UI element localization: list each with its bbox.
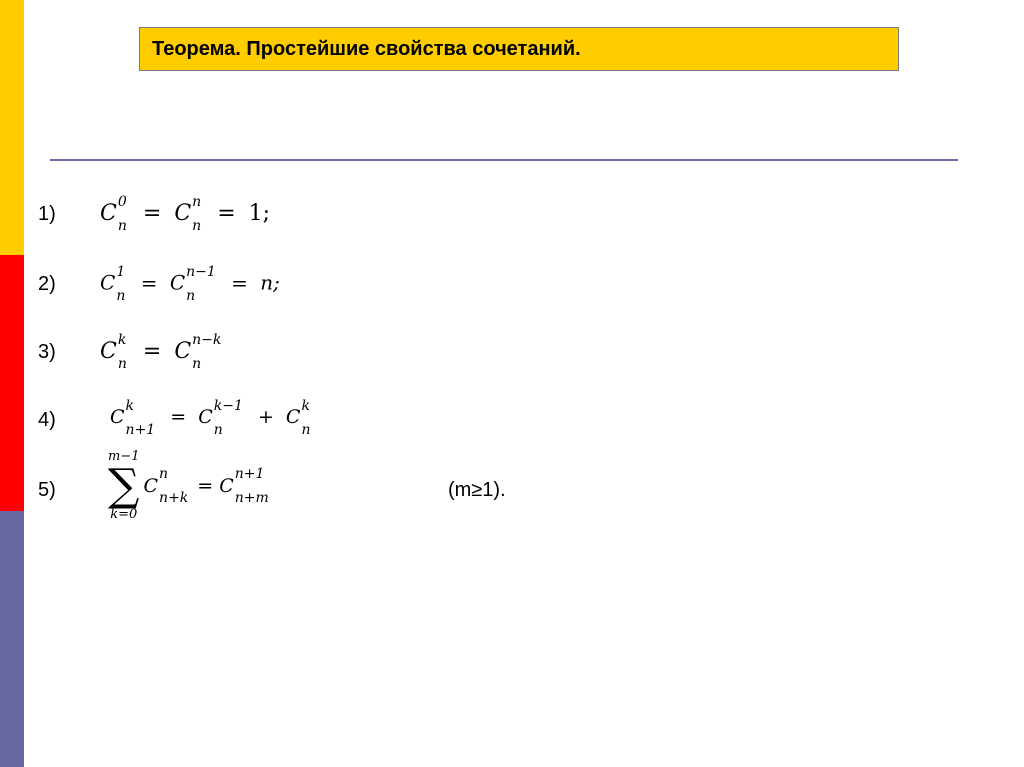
formula-2: C 1 n = C n−1 n = n;	[100, 264, 280, 304]
item-number-1: 1)	[38, 203, 56, 225]
slide-title	[139, 27, 899, 71]
condition-text: (m≥1).	[448, 479, 506, 501]
formula-5: m−1 ∑ k=0 C n n+k = C n+1 n+m	[108, 449, 269, 522]
slide-title-text: Теорема. Простейшие свойства сочетаний.	[152, 37, 581, 60]
item-number-3: 3)	[38, 341, 56, 363]
summation: m−1 ∑ k=0	[108, 449, 140, 522]
item-number-5: 5)	[38, 479, 56, 501]
item-number-4: 4)	[38, 409, 56, 431]
left-accent-bar-red	[0, 255, 24, 511]
formula-4: C k n+1 = C k−1 n + C k n	[110, 398, 311, 438]
title-divider	[50, 159, 958, 161]
item-number-2: 2)	[38, 273, 56, 295]
left-accent-bar-blue	[0, 511, 24, 767]
formula-3: C k n = C n−k n	[100, 332, 222, 372]
left-accent-bar-yellow	[0, 0, 24, 255]
formula-1: C 0 n = C n n = 1;	[100, 194, 271, 234]
